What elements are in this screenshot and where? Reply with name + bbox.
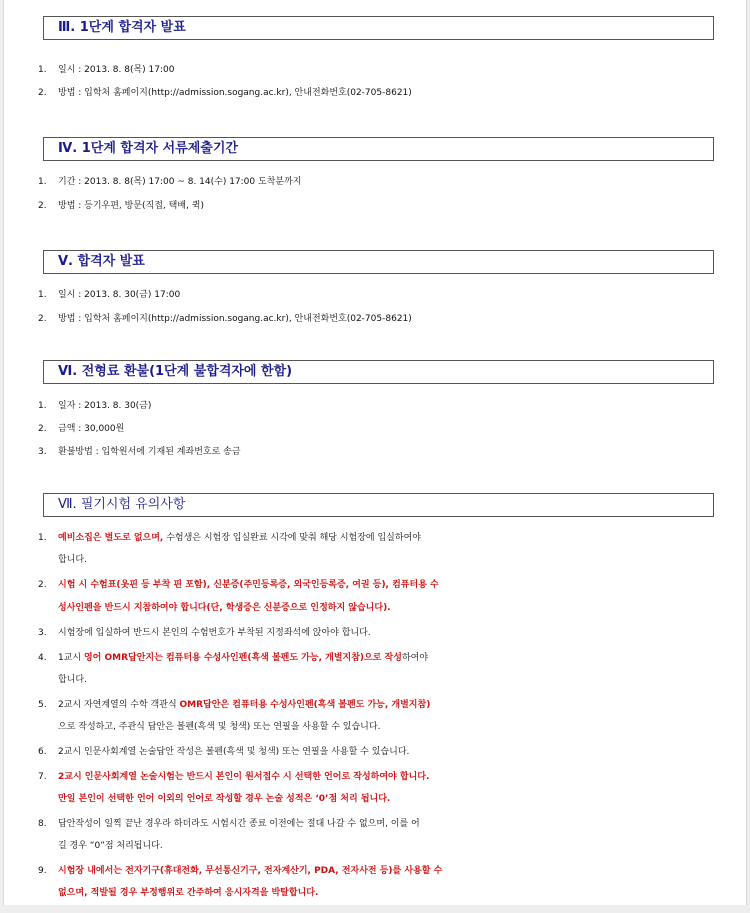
list-item: 3. 시험장에 입실하여 반드시 본인의 수험번호가 부착된 지정좌석에 앉아야 합니다. — [38, 628, 371, 638]
section-4-title: Ⅳ. 1단계 합격자 서류제출기간 — [58, 141, 238, 156]
list-item: 2. 금액 : 30,000원 — [38, 424, 125, 434]
section-7-title: Ⅶ. 필기시험 유의사항 — [58, 497, 186, 512]
list-item: 8. 답안작성이 일찍 끝난 경우라 하더라도 시험시간 종료 이전에는 절대 나갈 수 없으며, 이를 어 — [38, 819, 420, 829]
list-item: 2. 방법 : 입학처 홈페이지(http://admission.sogang.ac.kr), 안내전화번호(02-705-8621) — [38, 88, 412, 98]
list-item: 3. 환불방법 : 입학원서에 기재된 계좌번호로 송금 — [38, 447, 241, 457]
list-item: 5. 2교시 자연계열의 수학 객관식 OMR답안은 컴퓨터용 수성사인펜(흑색 볼펜도 가능, 개별지참) — [38, 700, 431, 710]
list-item: 1. 일시 : 2013. 8. 30(금) 17:00 — [38, 290, 181, 300]
section-3-title: Ⅲ. 1단계 합격자 발표 — [58, 20, 186, 35]
section-6-header — [43, 360, 714, 384]
document-page — [4, 0, 746, 905]
list-item: 7. 2교시 인문사회계열 논술시험는 반드시 본인이 원서접수 시 선택한 언어로 작성하여야 합니다. — [38, 772, 430, 782]
list-item: 1. 예비소집은 별도로 없으며, 수험생은 시험장 입실완료 시각에 맞춰 해당 시험장에 입실하여야 — [38, 533, 421, 543]
list-item-continuation: 으로 작성하고, 주관식 답안은 볼펜(흑색 및 청색) 또는 연필을 사용할 수 있습니다. — [58, 722, 381, 732]
section-3-header — [43, 16, 714, 40]
list-item: 2. 방법 : 등기우편, 방문(직접, 택배, 퀵) — [38, 201, 204, 211]
section-7-header — [43, 493, 714, 517]
list-item-continuation: 길 경우 “0”점 처리됩니다. — [58, 841, 163, 851]
list-item-continuation: 없으며, 적발될 경우 부정행위로 간주하여 응시자격을 박탈합니다. — [58, 888, 319, 898]
section-6-title: Ⅵ. 전형료 환불(1단계 불합격자에 한함) — [58, 364, 293, 379]
section-5-title: Ⅴ. 합격자 발표 — [58, 254, 145, 269]
list-item: 1. 기간 : 2013. 8. 8(목) 17:00 ~ 8. 14(수) 17:00 도착분까지 — [38, 177, 302, 187]
list-item: 9. 시험장 내에서는 전자기구(휴대전화, 무선통신기구, 전자계산기, PDA, 전자사전 등)를 사용할 수 — [38, 866, 443, 876]
list-item-continuation: 합니다. — [58, 675, 87, 685]
list-item-continuation: 성사인펜을 반드시 지참하여야 합니다(단, 학생증은 신분증으로 인정하지 않습니다). — [58, 603, 391, 613]
list-item: 1. 일시 : 2013. 8. 8(목) 17:00 — [38, 65, 175, 75]
section-4-header — [43, 137, 714, 161]
list-item-continuation: 만일 본인이 선택한 언어 이외의 언어로 작성할 경우 논술 성적은 ‘0’점 처리 됩니다. — [58, 794, 391, 804]
list-item: 2. 시험 시 수험표(옷핀 등 부착 핀 포함), 신분증(주민등록증, 외국인등록증, 여권 등), 컴퓨터용 수 — [38, 580, 439, 590]
list-item: 1. 일자 : 2013. 8. 30(금) — [38, 401, 152, 411]
section-5-header — [43, 250, 714, 274]
list-item: 6. 2교시 인문사회계열 논술답안 작성은 볼펜(흑색 및 청색) 또는 연필을 사용할 수 있습니다. — [38, 747, 410, 757]
page-border-right — [746, 0, 747, 905]
list-item: 2. 방법 : 입학처 홈페이지(http://admission.sogang.ac.kr), 안내전화번호(02-705-8621) — [38, 314, 412, 324]
list-item: 4. 1교시 영어 OMR답안지는 컴퓨터용 수성사인펜(흑색 볼펜도 가능, 개별지참)으로 작성하여야 — [38, 653, 429, 663]
list-item-continuation: 합니다. — [58, 555, 87, 565]
